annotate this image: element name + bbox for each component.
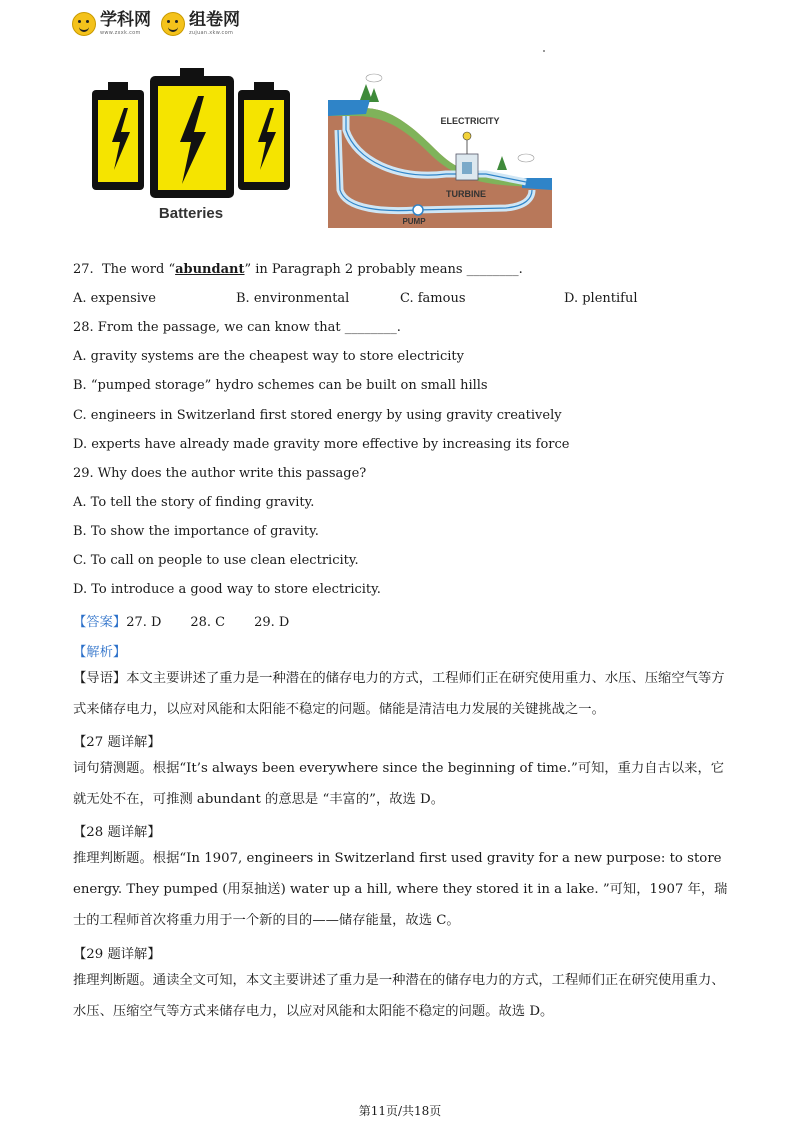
question-29-option-a: A. To tell the story of finding gravity. — [73, 495, 315, 510]
question-28-stem: 28. From the passage, we can know that ________. — [73, 320, 401, 335]
question-28-option-c: C. engineers in Switzerland first stored energy by using gravity creatively — [73, 408, 562, 423]
batteries-figure — [88, 66, 294, 228]
option-c: C. famous — [400, 291, 466, 306]
guide-text: 本文主要讲述了重力是一种潜在的储存电力的方式，工程师们正在研究使用重力、水压、压缩空气等方式来储存电力，以应对风能和太阳能不稳定的问题。储能是清洁电力发展的关键挑战之一。 — [73, 671, 725, 717]
option-a: A. expensive — [73, 291, 156, 306]
batteries-label: Batteries — [158, 205, 224, 222]
page-number: 第11页/共18页 — [358, 1104, 442, 1118]
guide-label: 【导语】 — [73, 671, 127, 686]
detail-28-text: 推理判断题。根据“In 1907, engineers in Switzerland first used gravity for a new purpose: to store energy. They pumped (用泵抽送) water up a hill, where they stored it in a lake. ”可知，1907 年，瑞士的工程师首次将重力用于一个新的目的——储存能量，故选 C。 — [73, 851, 728, 928]
zujuan-logo — [161, 12, 240, 36]
answer-line — [73, 611, 289, 630]
turbine-label: TURBINE — [446, 189, 486, 199]
question-27-stem: 27. The word “abundant” in Paragraph 2 probably means ________. — [73, 262, 523, 277]
detail-28-label: 【28 题详解】 — [73, 825, 161, 840]
question-27-options — [73, 291, 733, 309]
answer-28: 28. C — [190, 615, 226, 630]
lightbulb-icon — [463, 132, 471, 140]
answer-29: 29. D — [254, 615, 290, 630]
pump-icon — [413, 205, 423, 215]
option-d: D. plentiful — [564, 291, 638, 306]
stray-dot — [543, 50, 545, 52]
zxxk-logo — [72, 12, 151, 36]
question-28-option-a: A. gravity systems are the cheapest way to store electricity — [73, 349, 464, 364]
answer-label: 【答案】 — [73, 615, 127, 630]
option-b: B. environmental — [236, 291, 350, 306]
logo-title-zxxk: 学科网 — [100, 10, 151, 30]
question-28-option-d: D. experts have already made gravity more effective by increasing its force — [73, 437, 570, 452]
pump-label: PUMP — [402, 217, 426, 226]
question-29-stem: 29. Why does the author write this passage? — [73, 466, 367, 481]
logo-url-zujuan: zujuan.xkw.com — [189, 30, 234, 36]
header-logos — [72, 12, 240, 36]
question-29-option-b: B. To show the importance of gravity. — [73, 524, 319, 539]
electricity-label: ELECTRICITY — [440, 116, 500, 126]
smiley-logo-icon — [161, 12, 185, 36]
detail-29-text: 推理判断题。通读全文可知，本文主要讲述了重力是一种潜在的储存电力的方式，工程师们正在研究使用重力、水压、压缩空气等方式来储存电力，以应对风能和太阳能不稳定的问题。故选 D。 — [73, 973, 725, 1019]
detail-27-text: 词句猜测题。根据“It’s always been everywhere since the beginning of time.”可知，重力自古以来，它就无处不在，可推测 abundant 的意思是 “丰富的”，故选 D。 — [73, 761, 725, 807]
guide-paragraph — [73, 663, 733, 725]
question-28-option-b: B. “pumped storage” hydro schemes can be built on small hills — [73, 378, 488, 393]
question-29-option-d: D. To introduce a good way to store electricity. — [73, 582, 381, 597]
answer-27: 27. D — [126, 615, 162, 630]
analysis-label: 【解析】 — [73, 645, 127, 660]
smiley-logo-icon — [72, 12, 96, 36]
detail-27-label: 【27 题详解】 — [73, 735, 161, 750]
question-29-option-c: C. To call on people to use clean electricity. — [73, 553, 359, 568]
detail-29-label: 【29 题详解】 — [73, 947, 161, 962]
keyword-abundant: abundant — [175, 262, 245, 277]
logo-url-zxxk: www.zxxk.com — [100, 30, 141, 36]
logo-title-zujuan: 组卷网 — [189, 10, 240, 30]
pumped-storage-figure — [326, 70, 554, 230]
